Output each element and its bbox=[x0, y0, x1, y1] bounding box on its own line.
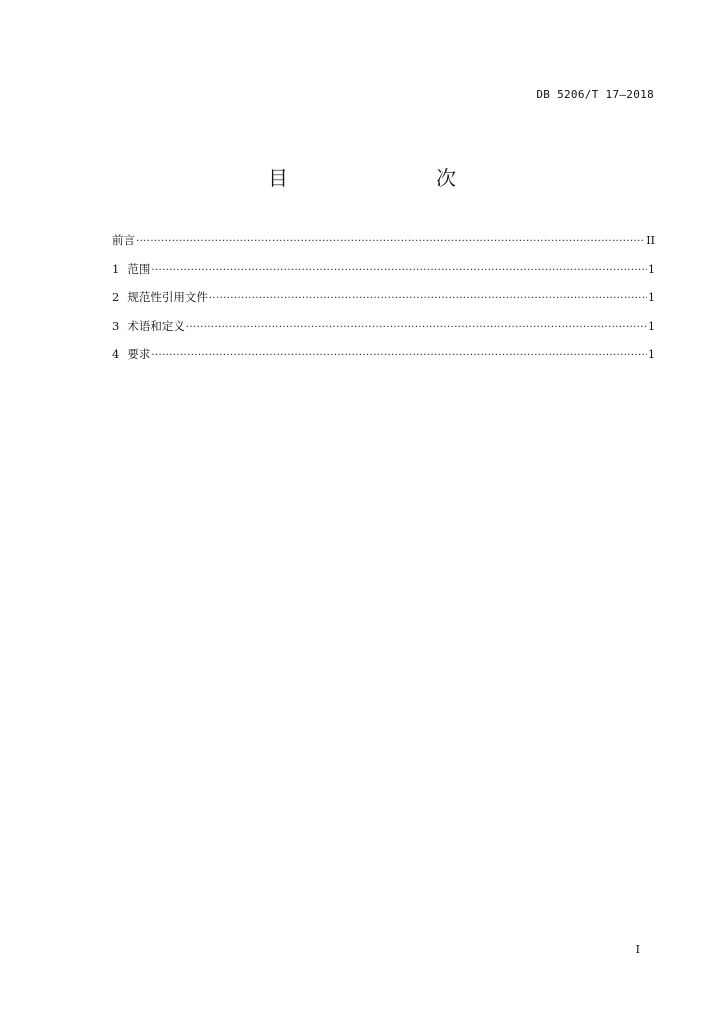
table-of-contents bbox=[112, 232, 655, 375]
toc-entry-text: 范围 bbox=[127, 261, 151, 276]
toc-entry-foreword[interactable] bbox=[112, 232, 655, 261]
toc-entry-terms-definitions[interactable] bbox=[112, 318, 655, 347]
toc-leader-dots bbox=[151, 263, 647, 279]
toc-entry-label: 前言 bbox=[112, 233, 135, 247]
toc-leader-dots bbox=[186, 320, 647, 336]
toc-leader-dots bbox=[151, 348, 647, 364]
toc-entry-label bbox=[112, 289, 209, 305]
toc-title: 目 次 bbox=[268, 166, 492, 190]
toc-entry-number: 1 bbox=[112, 261, 120, 276]
toc-entry-page: 1 bbox=[648, 319, 655, 333]
toc-entry-normative-references[interactable] bbox=[112, 289, 655, 318]
toc-leader-dots bbox=[136, 234, 645, 250]
toc-entry-text: 术语和定义 bbox=[127, 318, 185, 333]
toc-entry-page: 1 bbox=[648, 262, 655, 276]
toc-entry-requirements[interactable] bbox=[112, 346, 655, 375]
toc-entry-page: 1 bbox=[648, 348, 655, 361]
toc-entry-number: 2 bbox=[112, 290, 120, 304]
toc-leader-dots bbox=[209, 291, 647, 307]
toc-entry-page: II bbox=[646, 234, 655, 247]
toc-entry-text: 规范性引用文件 bbox=[127, 290, 208, 304]
toc-entry-scope[interactable] bbox=[112, 261, 655, 290]
toc-entry-text: 要求 bbox=[127, 347, 151, 361]
document-code: DB 5206/T 17—2018 bbox=[536, 88, 654, 101]
toc-entry-number: 4 bbox=[112, 347, 120, 361]
toc-entry-number: 3 bbox=[112, 318, 120, 333]
toc-entry-label bbox=[112, 261, 151, 277]
page-number: I bbox=[635, 943, 640, 956]
toc-entry-label bbox=[112, 346, 151, 362]
toc-entry-label bbox=[112, 318, 186, 334]
toc-entry-page: 1 bbox=[648, 291, 655, 304]
